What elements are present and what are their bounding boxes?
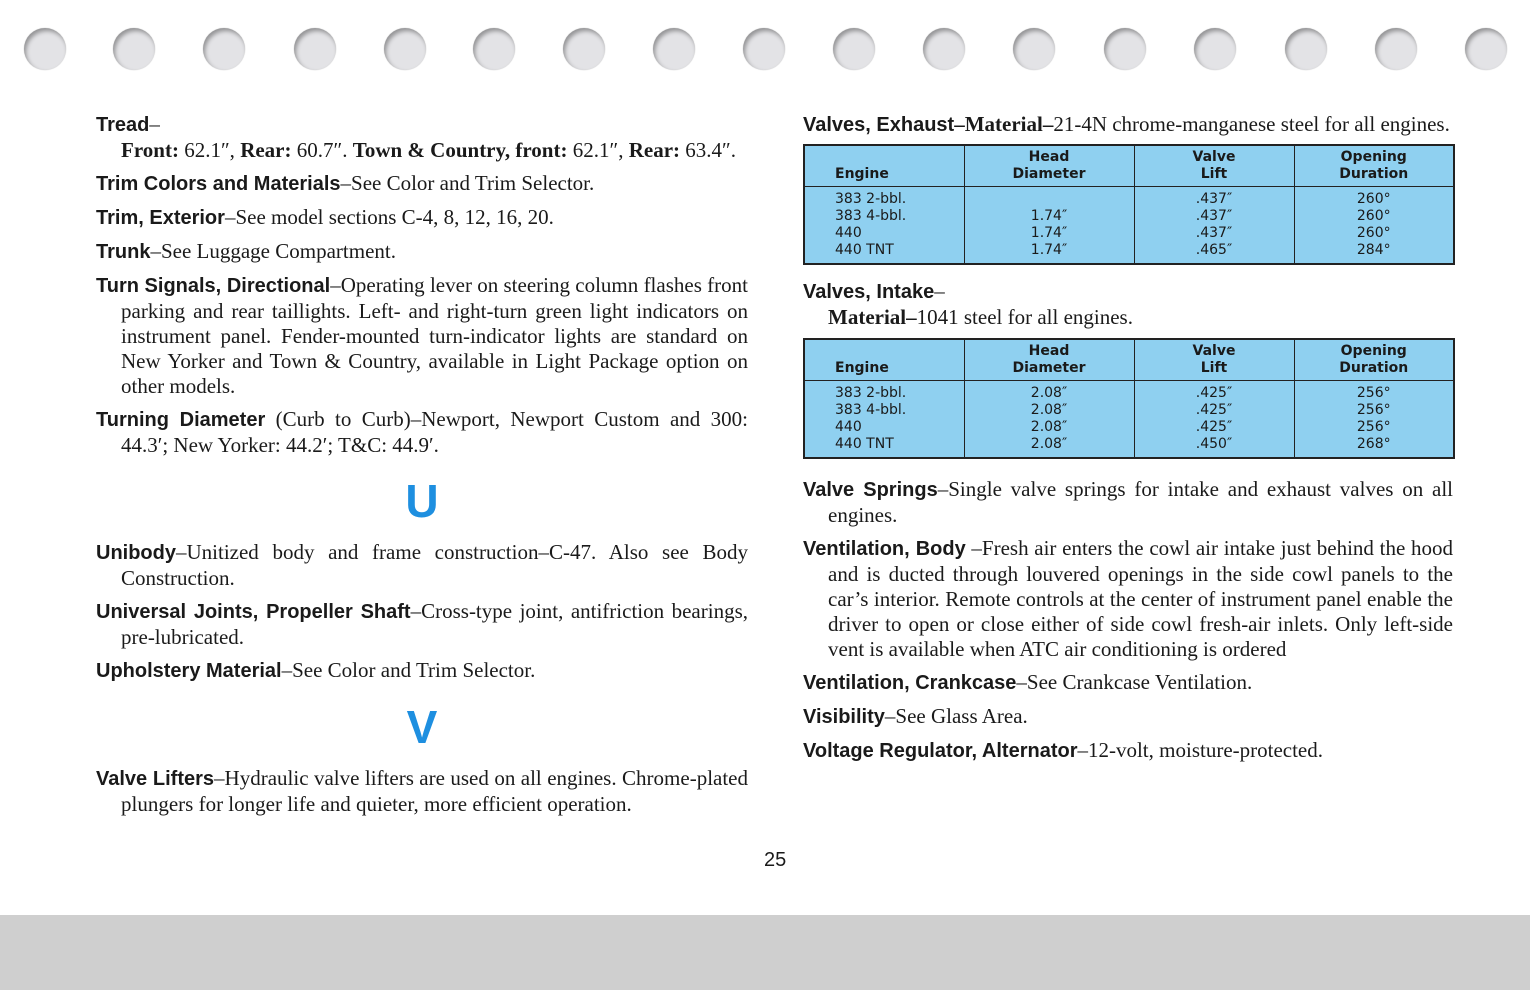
duration-value: 268°: [1356, 436, 1391, 452]
entry-term: Universal Joints, Propeller Shaft: [96, 601, 411, 623]
entry-term: Turning Diameter: [96, 409, 266, 431]
page-number: 25: [764, 849, 787, 871]
engine-value: 440: [835, 419, 862, 435]
engine-value: 383 4-bbl.: [835, 208, 907, 224]
table-body-row: [804, 187, 1454, 265]
entry-trim-colors: [96, 171, 748, 197]
table-header-row: [804, 339, 1454, 381]
section-letter-v: V: [406, 701, 438, 753]
engine-value: 383 4-bbl.: [835, 402, 907, 418]
entry-unibody: [96, 540, 748, 591]
entry-term: Upholstery Material: [96, 660, 282, 682]
header-line: Duration: [1339, 166, 1409, 182]
intake-material: [803, 305, 1453, 330]
valve-lift-value: .465″: [1195, 242, 1233, 258]
entry-tread: [96, 112, 748, 138]
tread-tc-rear-label: Rear:: [628, 138, 681, 162]
valve-lift-value: .437″: [1195, 208, 1233, 224]
header-line: Head: [1028, 343, 1070, 359]
header-line: Diameter: [1012, 166, 1086, 182]
col-valve-lift-header: [1134, 145, 1294, 187]
binder-hole: [24, 28, 66, 70]
head-diameter-value: 2.08″: [1030, 385, 1068, 401]
header-line: Lift: [1200, 360, 1228, 376]
exhaust-valve-table: [803, 144, 1455, 265]
duration-value: 256°: [1356, 385, 1391, 401]
duration-value: 260°: [1356, 208, 1391, 224]
header-line: Opening: [1340, 343, 1407, 359]
header-line: Opening: [1340, 149, 1407, 165]
duration-value: 256°: [1356, 402, 1391, 418]
entry-text: –See model sections C-4, 8, 12, 16, 20.: [224, 205, 554, 229]
head-diameter-cell: [964, 381, 1134, 459]
tread-rear-label: Rear:: [240, 138, 292, 162]
entry-text: –See Color and Trim Selector.: [281, 658, 536, 682]
duration-value: 260°: [1356, 225, 1391, 241]
binder-holes: [0, 28, 1530, 72]
head-diameter-value: 1.74″: [1030, 208, 1068, 224]
entry-text: –See Crankcase Ventilation.: [1016, 670, 1253, 694]
left-column: [96, 112, 748, 825]
tread-tc-label: Town & Country, front:: [352, 138, 568, 162]
tread-front-value: 62.1″,: [178, 138, 241, 162]
entry-term: Unibody: [96, 542, 176, 564]
valve-lift-value: .450″: [1195, 436, 1233, 452]
engine-cell: [804, 187, 964, 265]
entry-upholstery: [96, 658, 748, 684]
col-engine-header: Engine: [804, 339, 964, 381]
binder-hole: [203, 28, 245, 70]
head-diameter-value: 2.08″: [1030, 402, 1068, 418]
entry-valve-springs: [803, 477, 1453, 528]
entry-dash: –: [149, 112, 160, 136]
col-head-diameter-header: [964, 339, 1134, 381]
entry-valves-intake: [803, 279, 1453, 305]
header-line: Valve: [1192, 149, 1236, 165]
entry-term: Valves, Intake: [803, 281, 935, 303]
entry-text: 21-4N chrome-manganese steel for all engines.: [1053, 112, 1450, 136]
entry-term: Ventilation, Crankcase: [803, 672, 1017, 694]
duration-value: 260°: [1356, 191, 1391, 207]
entry-term: Trim Colors and Materials: [96, 173, 341, 195]
background-strip: [0, 915, 1530, 990]
entry-text: –12-volt, moisture-protected.: [1077, 738, 1324, 762]
engine-value: 383 2-bbl.: [835, 191, 907, 207]
tread-tc-rear-value: 63.4″.: [680, 138, 737, 162]
col-head-diameter-header: [964, 145, 1134, 187]
entry-text: (Curb to Curb)–Newport, Newport Custom and 300: 44.3′; New Yorker: 44.2′; T&C: 44.9′.: [121, 407, 748, 457]
binder-hole: [1375, 28, 1417, 70]
entry-term: Turn Signals, Directional: [96, 275, 331, 297]
entry-ventilation-crankcase: [803, 670, 1453, 696]
intake-valve-table: [803, 338, 1455, 459]
engine-value: 440: [835, 225, 862, 241]
material-label: –Material–: [954, 112, 1054, 136]
binder-hole: [113, 28, 155, 70]
entry-universal-joints: [96, 599, 748, 650]
entry-text: –Fresh air enters the cowl air intake just behind the hood and is ducted through louvered openings in the side cowl panels to the car’s interior. Remote controls at the center of instrument panel enable the driver to open or close either of side cowl fresh-air inlets. Only left-side vent is available when ATC air conditioning is ordered: [828, 536, 1453, 661]
entry-text: –Operating lever on steering column flashes front parking and rear taillights. Left- and right-turn green light indicators on instrument panel. Fender-mounted turn-indicator lights are standard on New Yorker and Town & Country, available in Light Package option on other models.: [121, 273, 748, 398]
entry-turn-signals: [96, 273, 748, 399]
binder-hole: [1104, 28, 1146, 70]
tread-values: [96, 138, 748, 163]
tread-tc-value: 62.1″,: [567, 138, 629, 162]
head-diameter-value: 2.08″: [1030, 419, 1068, 435]
valve-lift-cell: [1134, 187, 1294, 265]
entry-text: –See Glass Area.: [884, 704, 1028, 728]
binder-hole: [384, 28, 426, 70]
entry-trim-exterior: [96, 205, 748, 231]
col-valve-lift-header: [1134, 339, 1294, 381]
material-label: Material–: [828, 305, 917, 329]
entry-text: 1041 steel for all engines.: [916, 305, 1133, 329]
opening-duration-cell: [1294, 187, 1454, 265]
entry-text: –Unitized body and frame construction–C-47. Also see Body Construction.: [121, 540, 748, 590]
binder-hole: [653, 28, 695, 70]
entry-term: Tread: [96, 114, 150, 136]
entry-term: Valve Springs: [803, 479, 938, 501]
section-letter-u: U: [405, 475, 439, 527]
header-line: Diameter: [1012, 360, 1086, 376]
entry-text: –See Luggage Compartment.: [150, 239, 396, 263]
head-diameter-cell: [964, 187, 1134, 265]
entry-text: –Cross-type joint, antifriction bearings, pre-lubricated.: [121, 599, 748, 649]
binder-hole: [833, 28, 875, 70]
entry-turning-diameter: [96, 407, 748, 458]
entry-term: Valves, Exhaust: [803, 114, 955, 136]
tread-front-label: Front:: [121, 138, 179, 162]
binder-hole: [563, 28, 605, 70]
header-line: Valve: [1192, 343, 1236, 359]
tread-rear-value: 60.7″.: [291, 138, 353, 162]
valve-lift-value: .425″: [1195, 419, 1233, 435]
engine-cell: [804, 381, 964, 459]
valve-lift-value: .425″: [1195, 385, 1233, 401]
engine-value: 440 TNT: [835, 436, 894, 452]
header-line: Duration: [1339, 360, 1409, 376]
entry-text: –Single valve springs for intake and exhaust valves on all engines.: [828, 477, 1453, 527]
opening-duration-cell: [1294, 381, 1454, 459]
binder-hole: [923, 28, 965, 70]
entry-voltage-regulator: [803, 738, 1453, 764]
duration-value: 256°: [1356, 419, 1391, 435]
table-header-row: [804, 145, 1454, 187]
head-diameter-value: 2.08″: [1030, 436, 1068, 452]
entry-term: Valve Lifters: [96, 768, 215, 790]
valve-lift-value: .437″: [1195, 225, 1233, 241]
engine-value: 440 TNT: [835, 242, 894, 258]
entry-ventilation-body: [803, 536, 1453, 662]
header-line: Head: [1028, 149, 1070, 165]
engine-value: 383 2-bbl.: [835, 385, 907, 401]
col-opening-duration-header: [1294, 339, 1454, 381]
entry-term: Visibility: [803, 706, 885, 728]
entry-text: –Hydraulic valve lifters are used on all engines. Chrome-plated plungers for longer life and quieter, more efficient operation.: [121, 766, 749, 816]
entry-term: Trim, Exterior: [96, 207, 225, 229]
entry-term: Trunk: [96, 241, 151, 263]
head-diameter-value: 1.74″: [1030, 242, 1068, 258]
col-opening-duration-header: [1294, 145, 1454, 187]
right-column: [803, 112, 1453, 772]
table-body-row: [804, 381, 1454, 459]
valve-lift-value: .437″: [1195, 191, 1233, 207]
binder-hole: [473, 28, 515, 70]
entry-visibility: [803, 704, 1453, 730]
entry-valves-exhaust: [803, 112, 1453, 138]
binder-hole: [1465, 28, 1507, 70]
binder-hole: [743, 28, 785, 70]
valve-lift-value: .425″: [1195, 402, 1233, 418]
entry-text: –See Color and Trim Selector.: [340, 171, 595, 195]
binder-hole: [1285, 28, 1327, 70]
entry-valve-lifters: [96, 766, 748, 817]
entry-term: Voltage Regulator, Alternator: [803, 740, 1078, 762]
col-engine-header: Engine: [804, 145, 964, 187]
head-diameter-value: 1.74″: [1030, 225, 1068, 241]
binder-hole: [294, 28, 336, 70]
header-line: Lift: [1200, 166, 1228, 182]
valve-lift-cell: [1134, 381, 1294, 459]
binder-hole: [1013, 28, 1055, 70]
entry-trunk: [96, 239, 748, 265]
entry-term: Ventilation, Body: [803, 538, 966, 560]
entry-dash: –: [934, 279, 945, 303]
duration-value: 284°: [1356, 242, 1391, 258]
binder-hole: [1194, 28, 1236, 70]
